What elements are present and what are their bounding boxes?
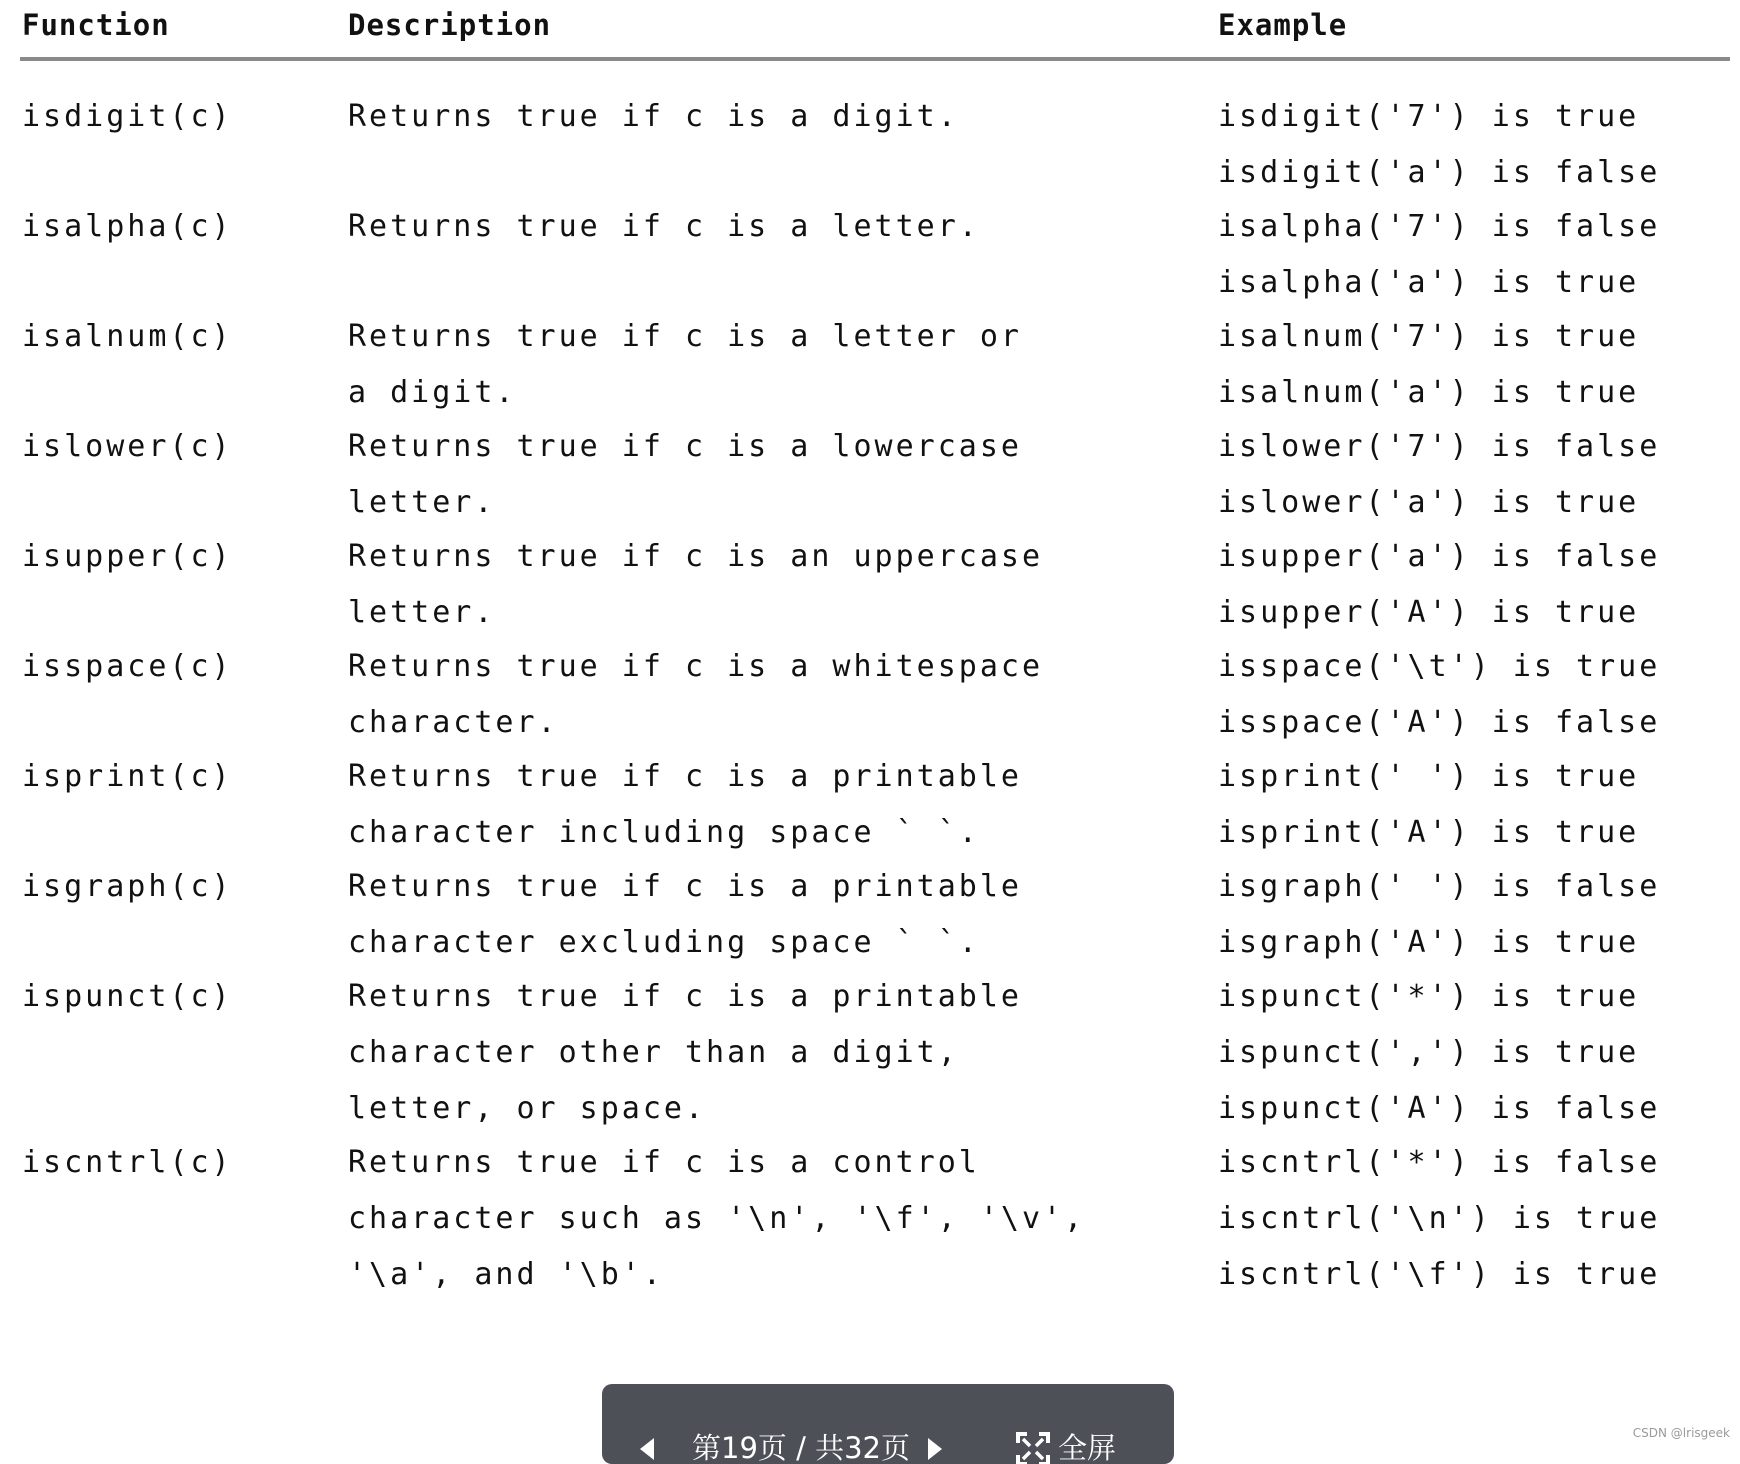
description-line: character other than a digit, <box>348 1035 959 1070</box>
header-function: Function <box>22 8 170 42</box>
description-line: Returns true if c is a letter or <box>348 319 1022 354</box>
example-line: islower('a') is true <box>1218 485 1640 520</box>
example-line: isalpha('a') is true <box>1218 265 1640 300</box>
function-name: isspace(c) <box>22 649 233 684</box>
example-line: iscntrl('\n') is true <box>1218 1201 1661 1236</box>
example-line: ispunct('*') is true <box>1218 979 1640 1014</box>
example-line: iscntrl('\f') is true <box>1218 1257 1661 1292</box>
triangle-left-icon[interactable] <box>640 1438 654 1460</box>
function-name: ispunct(c) <box>22 979 233 1014</box>
example-line: islower('7') is false <box>1218 429 1661 464</box>
function-name: isupper(c) <box>22 539 233 574</box>
function-name: isalpha(c) <box>22 209 233 244</box>
description-line: character excluding space ` `. <box>348 925 980 960</box>
function-name: isalnum(c) <box>22 319 233 354</box>
description-line: '\a', and '\b'. <box>348 1257 664 1292</box>
function-name: isprint(c) <box>22 759 233 794</box>
fullscreen-label[interactable]: 全屏 <box>1058 1431 1117 1464</box>
example-line: iscntrl('*') is false <box>1218 1145 1661 1180</box>
example-line: isprint(' ') is true <box>1218 759 1640 794</box>
description-line: Returns true if c is a whitespace <box>348 649 1044 684</box>
description-line: Returns true if c is a control <box>348 1145 980 1180</box>
example-line: ispunct('A') is false <box>1218 1091 1661 1126</box>
example-line: isspace('\t') is true <box>1218 649 1661 684</box>
description-line: Returns true if c is a printable <box>348 869 1022 904</box>
header-description: Description <box>348 8 552 42</box>
description-line: Returns true if c is a digit. <box>348 99 959 134</box>
description-line: letter. <box>348 595 496 630</box>
description-line: Returns true if c is a printable <box>348 759 1022 794</box>
example-line: isspace('A') is false <box>1218 705 1661 740</box>
function-name: iscntrl(c) <box>22 1145 233 1180</box>
viewer-toolbar <box>602 1384 1174 1464</box>
description-line: letter. <box>348 485 496 520</box>
example-line: isalnum('7') is true <box>1218 319 1640 354</box>
description-line: Returns true if c is a printable <box>348 979 1022 1014</box>
example-line: isupper('A') is true <box>1218 595 1640 630</box>
description-line: character. <box>348 705 559 740</box>
header-example: Example <box>1218 8 1348 42</box>
example-line: isalpha('7') is false <box>1218 209 1661 244</box>
expand-icon[interactable] <box>1016 1432 1050 1464</box>
description-line: letter, or space. <box>348 1091 707 1126</box>
watermark: CSDN @lrisgeek <box>1632 1426 1730 1440</box>
description-line: a digit. <box>348 375 517 410</box>
description-line: character such as '\n', '\f', '\v', <box>348 1201 1086 1236</box>
example-line: ispunct(',') is true <box>1218 1035 1640 1070</box>
example-line: isdigit('a') is false <box>1218 155 1661 190</box>
header-rule <box>20 57 1730 61</box>
example-line: isgraph('A') is true <box>1218 925 1640 960</box>
example-line: isupper('a') is false <box>1218 539 1661 574</box>
example-line: isgraph(' ') is false <box>1218 869 1661 904</box>
function-name: isgraph(c) <box>22 869 233 904</box>
example-line: isalnum('a') is true <box>1218 375 1640 410</box>
description-line: Returns true if c is a letter. <box>348 209 980 244</box>
function-name: isdigit(c) <box>22 99 233 134</box>
example-line: isprint('A') is true <box>1218 815 1640 850</box>
description-line: Returns true if c is a lowercase <box>348 429 1022 464</box>
description-line: Returns true if c is an uppercase <box>348 539 1044 574</box>
page-indicator: 第19页 / 共32页 <box>692 1431 911 1464</box>
example-line: isdigit('7') is true <box>1218 99 1640 134</box>
function-name: islower(c) <box>22 429 233 464</box>
description-line: character including space ` `. <box>348 815 980 850</box>
triangle-right-icon[interactable] <box>928 1438 942 1460</box>
